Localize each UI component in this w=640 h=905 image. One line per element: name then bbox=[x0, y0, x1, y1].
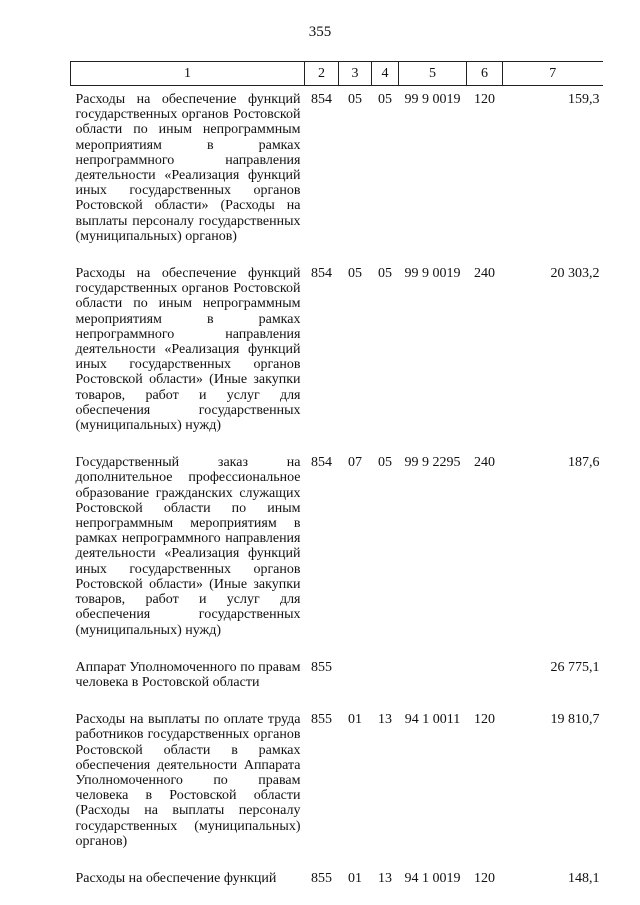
amount: 187,6 bbox=[568, 455, 600, 471]
section-code: 01 bbox=[348, 870, 362, 886]
expense-type-code: 120 bbox=[474, 92, 495, 107]
expense-type-code: 120 bbox=[474, 870, 495, 886]
subsection-code: 13 bbox=[378, 712, 392, 728]
table-header bbox=[71, 62, 603, 86]
subsection-code: 05 bbox=[378, 455, 392, 471]
target-article-code: 99 9 2295 bbox=[404, 455, 461, 471]
table-row bbox=[71, 260, 603, 449]
amount: 159,3 bbox=[568, 92, 600, 107]
subsection-code: 05 bbox=[378, 92, 392, 107]
expense-type-code: 120 bbox=[474, 712, 495, 728]
row-description: Аппарат Уполномоченного по правам человека в Ростовской области bbox=[75, 659, 301, 690]
subsection-code: 13 bbox=[378, 870, 392, 886]
ministry-code: 855 bbox=[311, 870, 332, 886]
section-code: 07 bbox=[348, 455, 362, 471]
amount: 19 810,7 bbox=[550, 712, 600, 728]
row-description: Расходы на обеспечение функций bbox=[75, 870, 277, 886]
budget-table bbox=[70, 61, 603, 902]
table-row bbox=[71, 865, 603, 902]
row-description: Расходы на выплаты по оплате труда работников государственных органов Ростовской области в рамках обеспечения деятельности Аппарата Уполномоченного по правам человека в Ростовской области (Расходы на выплаты персоналу государственных (муниципальных) органов) bbox=[75, 712, 301, 849]
column-header: 6 bbox=[467, 62, 503, 86]
column-header: 5 bbox=[399, 62, 467, 86]
column-header: 7 bbox=[503, 62, 603, 86]
amount: 148,1 bbox=[568, 870, 600, 886]
target-article-code: 94 1 0019 bbox=[404, 870, 461, 886]
column-header: 4 bbox=[372, 62, 399, 86]
page-number: 355 bbox=[308, 24, 332, 40]
ministry-code: 854 bbox=[311, 266, 332, 282]
target-article-code: 99 9 0019 bbox=[404, 92, 461, 107]
section-code: 05 bbox=[348, 266, 362, 282]
table-row bbox=[71, 86, 603, 261]
expense-type-code: 240 bbox=[474, 266, 495, 282]
target-article-code: 94 1 0011 bbox=[404, 712, 461, 728]
row-description: Государственный заказ на дополнительное профессиональное образование гражданских служащих Ростовской области по иным непрограммным мероприятиям в рамках непрограммного направления деятельности «Реализация функций иных государственных органов Ростовской области» (Иные закупки товаров, работ и услуг для обеспечения государственных (муниципальных) нужд) bbox=[75, 455, 301, 638]
ministry-code: 854 bbox=[311, 92, 332, 107]
column-header: 3 bbox=[339, 62, 372, 86]
ministry-code: 854 bbox=[311, 455, 332, 471]
expense-type-code bbox=[467, 654, 503, 706]
target-article-code: 99 9 0019 bbox=[404, 266, 461, 282]
section-code: 05 bbox=[348, 92, 362, 107]
subsection-code: 05 bbox=[378, 266, 392, 282]
subsection-code bbox=[372, 654, 399, 706]
row-description: Расходы на обеспечение функций государственных органов Ростовской области по иным непрограммным мероприятиям в рамках непрограммного направления деятельности «Реализация функций иных государственных органов Ростовской области» (Иные закупки товаров, работ и услуг для обеспечения государственных (муниципальных) нужд) bbox=[75, 266, 301, 434]
table-row bbox=[71, 449, 603, 653]
target-article-code bbox=[399, 654, 467, 706]
expense-type-code: 240 bbox=[474, 455, 495, 471]
table-row bbox=[71, 706, 603, 865]
amount: 26 775,1 bbox=[550, 659, 600, 675]
table-row bbox=[71, 654, 603, 706]
column-header: 1 bbox=[71, 62, 305, 86]
amount: 20 303,2 bbox=[550, 266, 600, 282]
section-code bbox=[339, 654, 372, 706]
row-description: Расходы на обеспечение функций государственных органов Ростовской области по иным непрограммным мероприятиям в рамках непрограммного направления деятельности «Реализация функций иных государственных органов Ростовской области» (Расходы на выплаты персоналу государственных (муниципальных) органов) bbox=[75, 92, 301, 244]
ministry-code: 855 bbox=[311, 712, 332, 728]
ministry-code: 855 bbox=[311, 659, 332, 675]
column-header: 2 bbox=[305, 62, 339, 86]
section-code: 01 bbox=[348, 712, 362, 728]
